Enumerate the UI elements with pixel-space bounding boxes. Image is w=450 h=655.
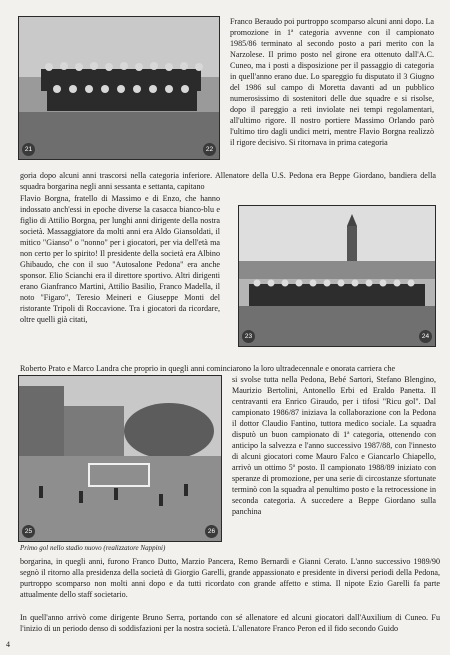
stadium-photo-caption: Primo gol nello stadio nuovo (realizzatore Nappini) (20, 544, 166, 552)
photo-number-badge: 23 (242, 330, 255, 343)
team-photo-image (239, 206, 435, 346)
paragraph-new-manager: In quell'anno arrivò come dirigente Bruno Serra, portando con sé allenatore ed alcuni giocatori dall'Auxilium di Cuneo. Fu l'inizio di un periodo denso di soddisfazioni per la nostra società. L'allenatore Franco Peron ed il fido secondo Guido (20, 613, 440, 633)
stadium-photo (18, 375, 222, 542)
photo-number-badge: 22 (203, 143, 216, 156)
photo-number-badge: 21 (22, 143, 35, 156)
paragraph-players: Roberto Prato e Marco Landra che proprio in quegli anni cominciarono la loro ultradecennale e onorata carriera che (20, 364, 396, 373)
paragraph-staff: Flavio Borgna, fratello di Massimo e di Enzo, che hanno indossato anch'essi in epoche diverse la casacca bianco-blu e figlio di Attilio Borgna, per lunghi anni dirigente della nostra società. Massaggiatore da molti anni era Aldo Giansoldati, il mitico "Gianso" o "nonno" per i giocatori, per via dell'età ma non certo per lo spirito! Il presidente della società era Albino Ghibaudo, che con il suo "Autosalone Pedona" era anche sponsor. Elio Scianchi era il direttore sportivo. Altri dirigenti erano Gianfranco Martini, Attilio Basilio, Franco Madella, il noto "Figaro", Teresio Meineri e Giuseppe Monti del ristorante Tripoli di Roccavione. Tra i giocatori da ricordare, oltre quelli già citati, (20, 194, 220, 324)
page-number: 4 (6, 640, 10, 649)
paragraph-coach: goria dopo alcuni anni trascorsi nella categoria inferiore. Allenatore della U.S. Pedona era Beppe Giordano, bandiera della squadra borgarina negli anni sessanta e settanta, capitano (20, 171, 436, 191)
photo-number-badge: 25 (22, 525, 35, 538)
photo-number-badge: 26 (205, 525, 218, 538)
team-photo-pedona (238, 205, 436, 347)
photo-number-badge: 24 (419, 330, 432, 343)
paragraph-seasons: si svolse tutta nella Pedona, Bebé Sartori, Stefano Blengino, Maurizio Bertolini, Antonello Erbi ed Eraldo Panetta. Il centravanti era Enrico Giraudo, per i tifosi "Ricu gol". Dal campionato 1986/87 iniziava la collaborazione con la Pedona il dottor Claudio Fantino, tuttora medico sociale. La squadra disputò un buon campionato di 1ª categoria, ottenendo con anticipo la salvezza e l'anno successivo 1987/88, con l'innesto di alcuni giocatori come Mauro Falco e Giancarlo Chiapello, arrivò un ottimo 5º posto. Il campionato 1988/89 iniziato con speranze di promozione, per una serie di circostanze sfortunate terminò con la squadra al penultimo posto e la retrocessione in seconda categoria. A succedere a Beppe Giordano sulla panchina (232, 375, 436, 516)
paragraph-presidency: borgarina, in quegli anni, furono Franco Dutto, Marzio Pancera, Remo Bernardi e Gianni Cerato. L'anno successivo 1989/90 segnò il ritorno alla presidenza della società di Giorgio Garelli, grande appassionato e presidente in diversi periodi della Pedona, purtroppo scomparso non molti anni dopo e da tutti ricordato con grande affetto e stima. Il nipote Ezio Garelli fa parte attualmente dello staff societario. (20, 557, 440, 599)
paragraph-promotion: Franco Beraudo poi purtroppo scomparso alcuni anni dopo. La promozione in 1ª categoria avvenne con il campionato 1985/86 terminato al secondo posto a pari merito con la Narzolese. Il primo posto nel girone era ottenuto dall'A.C. Cuneo, ma i posti a disposizione per il passaggio di categoria in quell'anno erano due. Lo spareggio fu disputato il 3 Giugno del 1986 sul campo di Moretta davanti ad un pubblico numerosissimo di sostenitori delle due squadre e si risolse, dopo il pareggio a reti inviolate nei tempi regolamentari, all'ultimo rigore. Il nostro portiere Massimo Orlando parò l'ultimo tiro dagli undici metri, mentre Flavio Borgna realizzò il rigore decisivo. Si ritornava in prima categoria (230, 17, 434, 147)
stadium-photo-image (19, 376, 221, 541)
team-photo-1985 (18, 16, 220, 160)
team-photo-image (19, 17, 219, 159)
